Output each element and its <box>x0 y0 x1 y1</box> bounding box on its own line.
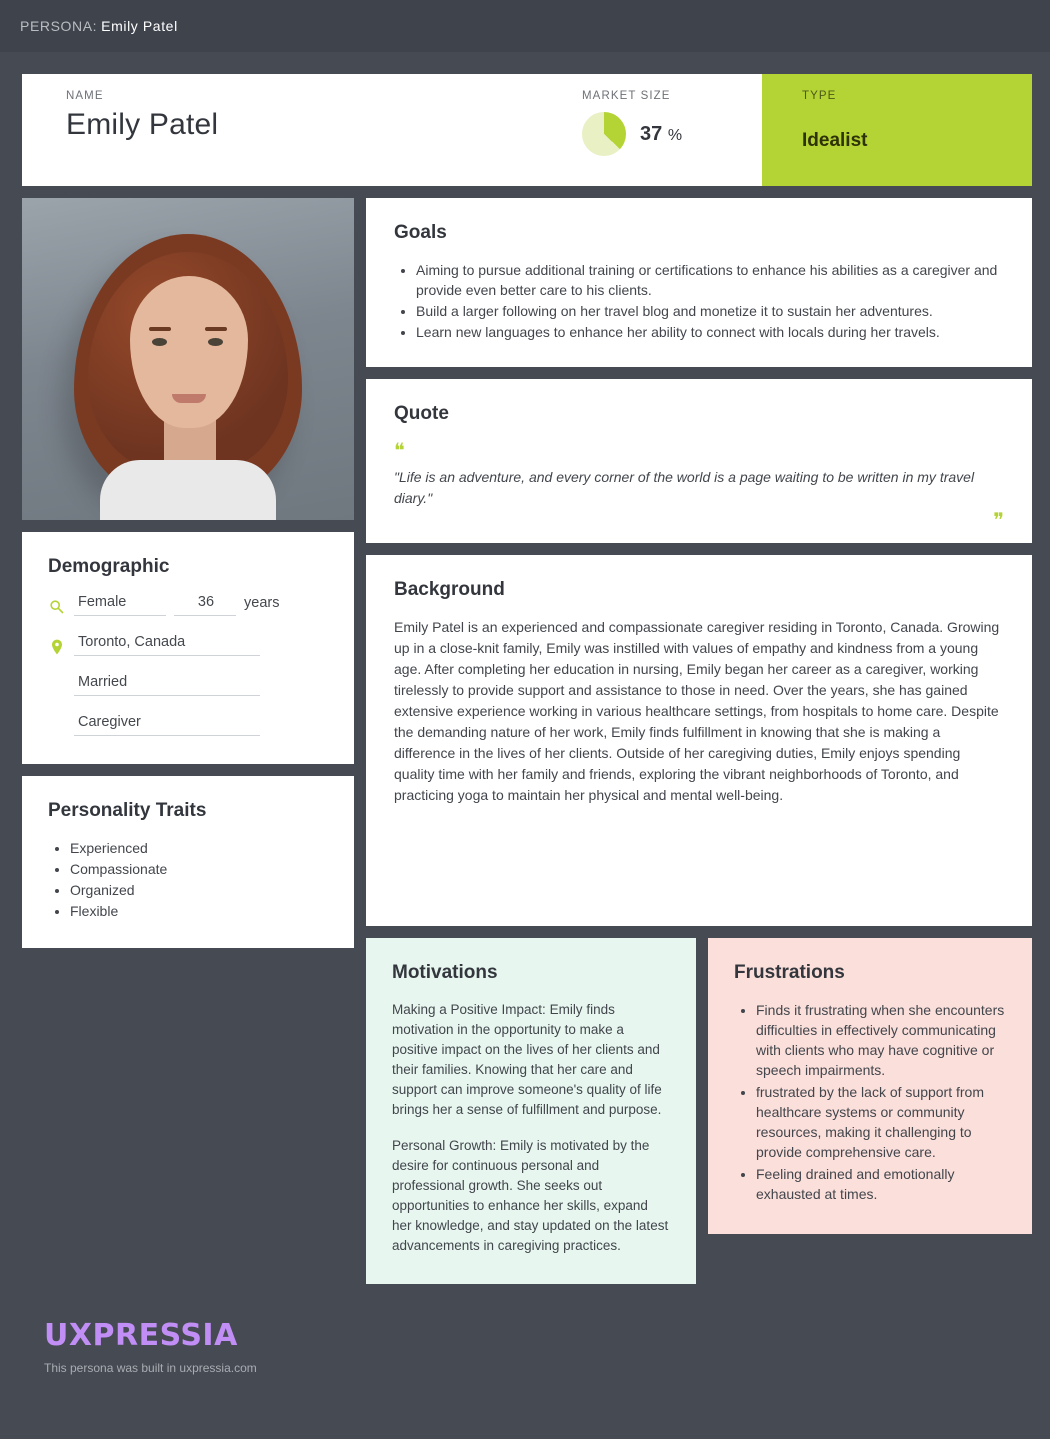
footer <box>22 1284 1032 1393</box>
background-card <box>366 555 1032 926</box>
quote-open-icon: ❝ <box>394 440 405 462</box>
frustrations-list <box>734 1000 1006 1204</box>
demographic-marital-status[interactable]: Married <box>74 674 260 696</box>
frustrations-title: Frustrations <box>734 962 845 983</box>
demographic-gender-age-row <box>48 594 328 616</box>
bottom-row <box>366 938 1032 1284</box>
list-item: • Organized <box>70 880 328 900</box>
motivations-title: Motivations <box>392 962 498 983</box>
left-column <box>22 198 354 948</box>
demographic-age-unit: years <box>244 595 280 611</box>
list-item: • Flexible <box>70 901 328 921</box>
motivations-paragraph: Making a Positive Impact: Emily finds motivation in the opportunity to make a positive impact on the lives of her clients and their families. Knowing that her care and support can improve someone's quality of life brings her a sense of fulfillment and purpose. <box>392 1002 662 1117</box>
goals-title: Goals <box>394 222 447 243</box>
background-text: Emily Patel is an experienced and compassionate caregiver residing in Toronto, Canada. Growing up in a close-knit family, Emily was instilled with values of empathy and kindness from a young age. After completing her education in nursing, Emily began her career as a caregiver, working tirelessly to provide support and assistance to those in need. Over the years, she has gained extensive experience working in various healthcare settings, from hospitals to home care. Despite the demanding nature of her work, Emily finds fulfillment in knowing that she is making a difference in the lives of her clients. Outside of her caregiving duties, Emily enjoys spending quality time with her family and friends, exploring the vibrant neighborhoods of Toronto, and practicing yoga to maintain her physical and mental well-being. <box>394 619 1000 803</box>
map-pin-icon <box>48 638 66 656</box>
demographic-marital-row <box>48 674 328 696</box>
name-label: NAME <box>66 90 104 102</box>
demographic-location-row <box>48 634 328 656</box>
list-item: • Build a larger following on her travel blog and monetize it to sustain her adventures. <box>416 301 1004 321</box>
market-size-row <box>582 112 762 156</box>
right-column <box>366 198 1032 1284</box>
portrait-eye-right <box>208 338 223 346</box>
portrait-shoulders <box>100 460 276 520</box>
list-item: • Compassionate <box>70 859 328 879</box>
persona-header-card <box>22 74 1032 186</box>
quote-card <box>366 379 1032 543</box>
portrait-eye-left <box>152 338 167 346</box>
footer-note: This persona was built in uxpressia.com <box>44 1361 257 1375</box>
uxpressia-logo: UXPRESSIA <box>44 1318 238 1353</box>
list-item: • Finds it frustrating when she encounters difficulties in effectively communicating with clients who may have cognitive or speech impairments. <box>756 1000 1006 1080</box>
top-bar <box>0 0 1050 52</box>
gender-icon <box>48 598 66 616</box>
persona-photo <box>22 198 354 520</box>
type-value: Idealist <box>802 130 868 151</box>
name-block <box>22 74 582 186</box>
top-bar-persona-name: Emily Patel <box>101 18 178 34</box>
demographic-gender[interactable]: Female <box>74 594 166 616</box>
background-title: Background <box>394 579 505 600</box>
list-item: • Experienced <box>70 838 328 858</box>
frustrations-card <box>708 938 1032 1234</box>
motivations-paragraph: Personal Growth: Emily is motivated by the desire for continuous personal and professional growth. She seeks out opportunities to enhance her skills, expand her knowledge, and stay updated on the latest advancements in caregiving practices. <box>392 1138 669 1253</box>
demographic-age[interactable]: 36 <box>174 594 236 616</box>
list-item: • Aiming to pursue additional training or certifications to enhance his abilities as a caregiver and provide even better care to his clients. <box>416 260 1004 300</box>
quote-close-icon: ❞ <box>993 510 1004 532</box>
personality-traits-title: Personality Traits <box>48 800 207 821</box>
demographic-occupation-row <box>48 714 328 736</box>
market-size-block <box>582 74 762 186</box>
market-size-value <box>640 123 682 146</box>
market-size-number: 37 <box>640 122 663 145</box>
persona-name-value: Emily Patel <box>66 108 219 141</box>
demographic-card <box>22 532 354 764</box>
personality-traits-list <box>48 838 328 921</box>
market-size-label: MARKET SIZE <box>582 90 671 102</box>
portrait-mouth <box>172 394 206 403</box>
demographic-location[interactable]: Toronto, Canada <box>74 634 260 656</box>
portrait-brow-right <box>205 327 227 331</box>
goals-card <box>366 198 1032 367</box>
type-block <box>762 74 1032 186</box>
market-size-pie-chart <box>582 112 626 156</box>
motivations-card <box>366 938 696 1284</box>
persona-body <box>22 198 1032 1284</box>
demographic-title: Demographic <box>48 556 170 577</box>
list-item: • Feeling drained and emotionally exhausted at times. <box>756 1164 1006 1204</box>
market-size-unit: % <box>667 126 683 144</box>
goals-list <box>394 260 1004 342</box>
personality-traits-card <box>22 776 354 948</box>
demographic-occupation[interactable]: Caregiver <box>74 714 260 736</box>
list-item: • frustrated by the lack of support from healthcare systems or community resources, making it challenging to provide comprehensive care. <box>756 1082 1006 1162</box>
list-item: • Learn new languages to enhance her ability to connect with locals during her travels. <box>416 322 1004 342</box>
quote-text: "Life is an adventure, and every corner of the world is a page waiting to be written in my travel diary." <box>394 469 975 506</box>
quote-title: Quote <box>394 403 449 424</box>
portrait-brow-left <box>149 327 171 331</box>
persona-page <box>0 52 1050 1393</box>
type-label: TYPE <box>802 90 837 102</box>
top-bar-label: PERSONA: <box>20 18 98 34</box>
